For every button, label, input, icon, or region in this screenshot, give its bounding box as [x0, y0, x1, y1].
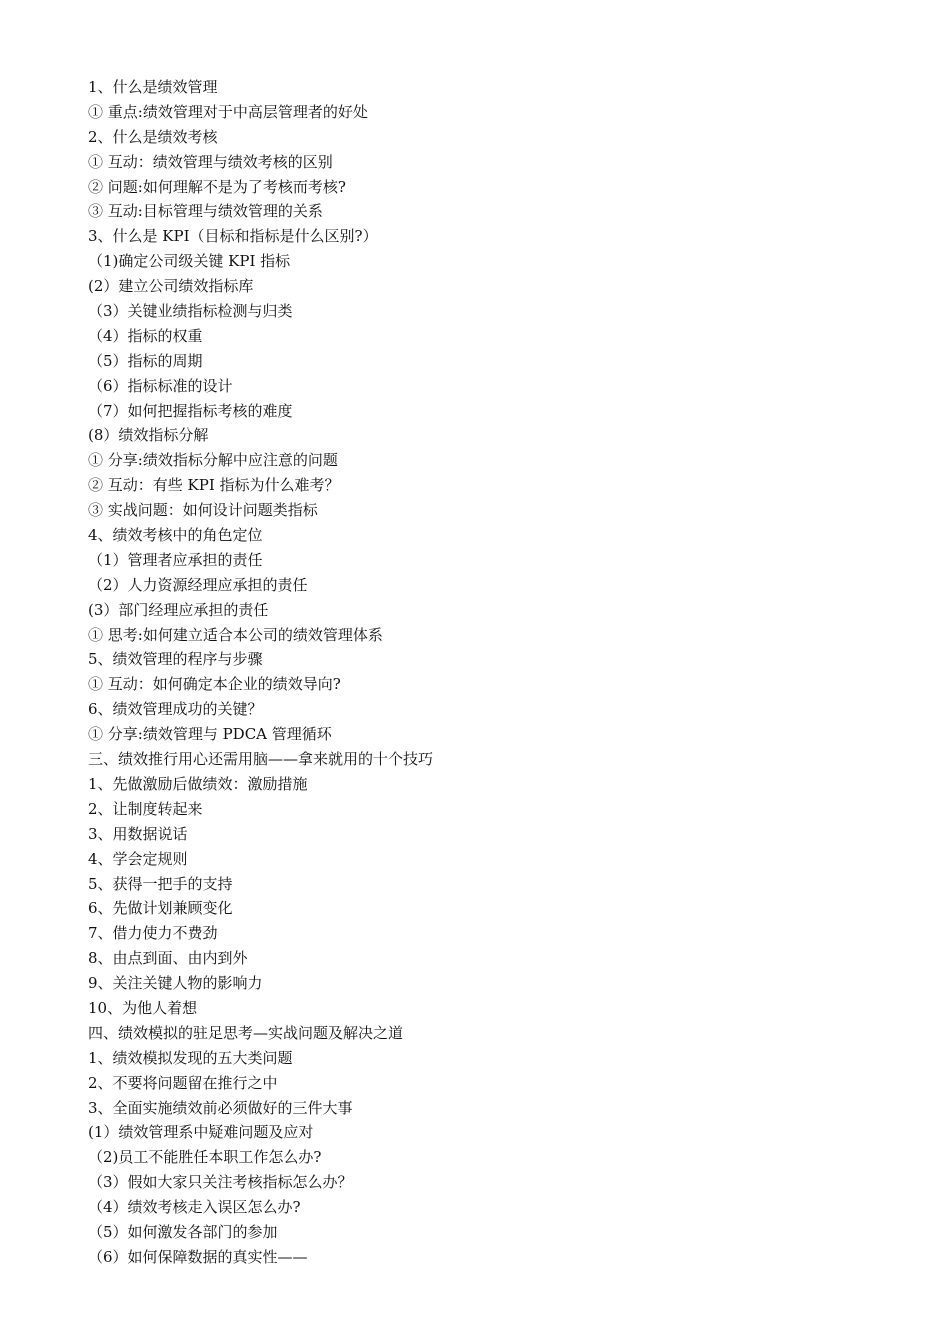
text-line: ① 互动：如何确定本企业的绩效导向? [88, 675, 341, 694]
text-line: (3）部门经理应承担的责任 [88, 600, 269, 619]
text-line: ② 互动：有些 KPI 指标为什么难考？ [88, 476, 340, 495]
text-line: 3、用数据说话 [88, 824, 188, 843]
text-line: ① 互动：绩效管理与绩效考核的区别 [88, 152, 333, 171]
text-line: （2）人力资源经理应承担的责任 [88, 575, 308, 594]
text-line: （3）假如大家只关注考核指标怎么办？ [88, 1173, 353, 1192]
text-line: （1)确定公司级关键 KPI 指标 [88, 252, 291, 271]
text-line: ① 分享:绩效管理与 PDCA 管理循环 [88, 725, 332, 744]
text-line: ① 思考:如何建立适合本公司的绩效管理体系 [88, 625, 383, 644]
text-line: （4）指标的权重 [88, 326, 203, 345]
text-line: ③ 互动:目标管理与绩效管理的关系 [88, 202, 323, 221]
text-line: 5、获得一把手的支持 [88, 874, 233, 893]
text-line: ③ 实战问题：如何设计问题类指标 [88, 501, 318, 520]
text-line: 四、绩效模拟的驻足思考—实战问题及解决之道 [88, 1023, 404, 1042]
document-body [88, 75, 888, 1270]
text-line: 5、绩效管理的程序与步骤 [88, 650, 263, 669]
text-line: 7、借力使力不费劲 [88, 924, 218, 943]
text-line: 2、让制度转起来 [88, 799, 203, 818]
text-line: (8）绩效指标分解 [88, 426, 209, 445]
text-line: （5）指标的周期 [88, 351, 203, 370]
text-line: （2)员工不能胜任本职工作怎么办? [88, 1148, 322, 1167]
text-line: (1）绩效管理系中疑难问题及应对 [88, 1123, 314, 1142]
text-line: 1、绩效模拟发现的五大类问题 [88, 1048, 293, 1067]
text-line: 2、不要将问题留在推行之中 [88, 1073, 278, 1092]
text-line: （4）绩效考核走入误区怎么办? [88, 1198, 301, 1217]
text-line: 4、绩效考核中的角色定位 [88, 526, 263, 545]
text-line: ① 分享:绩效指标分解中应注意的问题 [88, 451, 338, 470]
text-line: ① 重点:绩效管理对于中高层管理者的好处 [88, 102, 368, 121]
text-line: 9、关注关键人物的影响力 [88, 974, 263, 993]
text-line: （5）如何激发各部门的参加 [88, 1222, 278, 1241]
text-line: （7）如何把握指标考核的难度 [88, 401, 293, 420]
text-line: 三、绩效推行用心还需用脑——拿来就用的十个技巧 [88, 750, 434, 769]
text-line: ② 问题:如何理解不是为了考核而考核? [88, 177, 346, 196]
text-line: 10、为他人着想 [88, 998, 198, 1017]
text-line: 4、学会定规则 [88, 849, 188, 868]
text-line: （6）如何保障数据的真实性—— [88, 1247, 308, 1266]
text-line: (2）建立公司绩效指标库 [88, 277, 254, 296]
text-line: （3）关键业绩指标检测与归类 [88, 302, 293, 321]
text-line: 8、由点到面、由内到外 [88, 949, 248, 968]
text-line: 1、什么是绩效管理 [88, 78, 218, 96]
text-line: 1、先做激励后做绩效：激励措施 [88, 774, 308, 793]
text-line: 2、什么是绩效考核 [88, 127, 218, 146]
text-line: （1）管理者应承担的责任 [88, 550, 263, 569]
text-line: （6）指标标准的设计 [88, 376, 233, 395]
text-line: 6、先做计划兼顾变化 [88, 899, 233, 918]
text-line: 6、绩效管理成功的关键？ [88, 700, 263, 719]
text-line: 3、什么是 KPI（目标和指标是什么区别?） [88, 227, 378, 246]
text-line: 3、全面实施绩效前必须做好的三件大事 [88, 1098, 353, 1117]
